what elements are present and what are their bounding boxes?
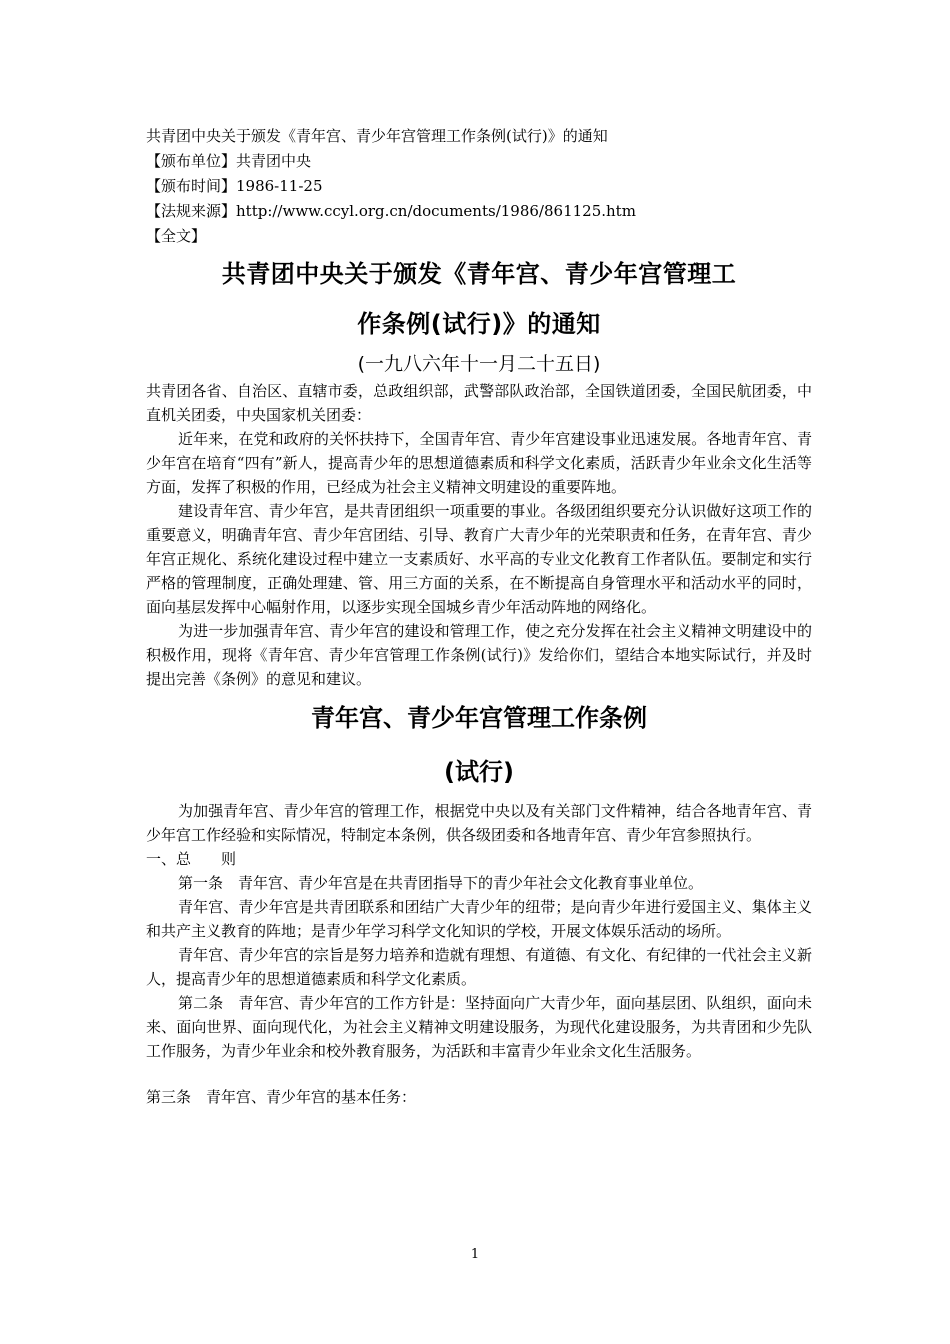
article-3: 第三条 青年宫、青少年宫的基本任务：	[146, 1088, 417, 1106]
fulltext-label: 【全文】	[146, 227, 207, 245]
document-body	[146, 124, 812, 1109]
article-1-paragraph-3: 青年宫、青少年宫的宗旨是努力培养和造就有理想、有道德、有文化、有纪律的一代社会主义新人，提高青少年的思想道德素质和科学文化素质。	[146, 946, 812, 988]
notice-title-line2: 作条例(试行)》的通知	[357, 310, 601, 338]
chapter-heading: 一、总 则	[146, 850, 237, 868]
regulation-intro: 为加强青年宫、青少年宫的管理工作，根据党中央以及有关部门文件精神，结合各地青年宫、青少年宫工作经验和实际情况，特制定本条例，供各级团委和各地青年宫、青少年宫参照执行。	[146, 802, 812, 844]
page-number: 1	[470, 1247, 480, 1262]
notice-recipients: 共青团各省、自治区、直辖市委，总政组织部，武警部队政治部，全国铁道团委，全国民航团委，中直机关团委，中央国家机关团委：	[146, 382, 812, 424]
source-line: 【法规来源】http://www.ccyl.org.cn/documents/1986/861125.htm	[146, 202, 636, 220]
notice-paragraph-1: 近年来，在党和政府的关怀扶持下，全国青年宫、青少年宫建设事业迅速发展。各地青年宫、青少年宫在培育“四有”新人，提高青少年的思想道德素质和科学文化素质，活跃青少年业余文化生活等方面，发挥了积极的作用，已经成为社会主义精神文明建设的重要阵地。	[146, 430, 812, 496]
notice-date: (一九八六年十一月二十五日)	[357, 353, 601, 375]
regulation-subtitle: (试行)	[444, 758, 514, 786]
article-2: 第二条 青年宫、青少年宫的工作方针是：坚持面向广大青少年，面向基层团、队组织，面向未来、面向世界、面向现代化，为社会主义精神文明建设服务，为现代化建设服务，为共青团和少先队工作服务，为青少年业余和校外教育服务，为活跃和丰富青少年业余文化生活服务。	[146, 994, 812, 1060]
notice-paragraph-3: 为进一步加强青年宫、青少年宫的建设和管理工作，使之充分发挥在社会主义精神文明建设中的积极作用，现将《青年宫、青少年宫管理工作条例(试行)》发给你们，望结合本地实际试行，并及时提出完善《条例》的意见和建议。	[146, 622, 812, 688]
regulation-title: 青年宫、青少年宫管理工作条例	[311, 704, 647, 732]
paragraph-gap	[146, 1063, 812, 1085]
issuer-line: 【颁布单位】共青团中央	[146, 152, 312, 170]
header-title-line: 共青团中央关于颁发《青年宫、青少年宫管理工作条例(试行)》的通知	[146, 127, 608, 145]
issue-date-line: 【颁布时间】1986-11-25	[146, 177, 323, 195]
notice-title-line1: 共青团中央关于颁发《青年宫、青少年宫管理工	[221, 260, 737, 288]
article-1: 第一条 青年宫、青少年宫是在共青团指导下的青少年社会文化教育事业单位。	[178, 874, 704, 892]
notice-paragraph-2: 建设青年宫、青少年宫，是共青团组织一项重要的事业。各级团组织要充分认识做好这项工作的重要意义，明确青年宫、青少年宫团结、引导、教育广大青少年的光荣职责和任务，在青年宫、青少年宫正规化、系统化建设过程中建立一支素质好、水平高的专业文化教育工作者队伍。要制定和实行严格的管理制度，正确处理建、管、用三方面的关系，在不断提高自身管理水平和活动水平的同时，面向基层发挥中心幅射作用，以逐步实现全国城乡青少年活动阵地的网络化。	[146, 502, 812, 616]
article-1-paragraph-2: 青年宫、青少年宫是共青团联系和团结广大青少年的纽带；是向青少年进行爱国主义、集体主义和共产主义教育的阵地；是青少年学习科学文化知识的学校，开展文体娱乐活动的场所。	[146, 898, 812, 940]
